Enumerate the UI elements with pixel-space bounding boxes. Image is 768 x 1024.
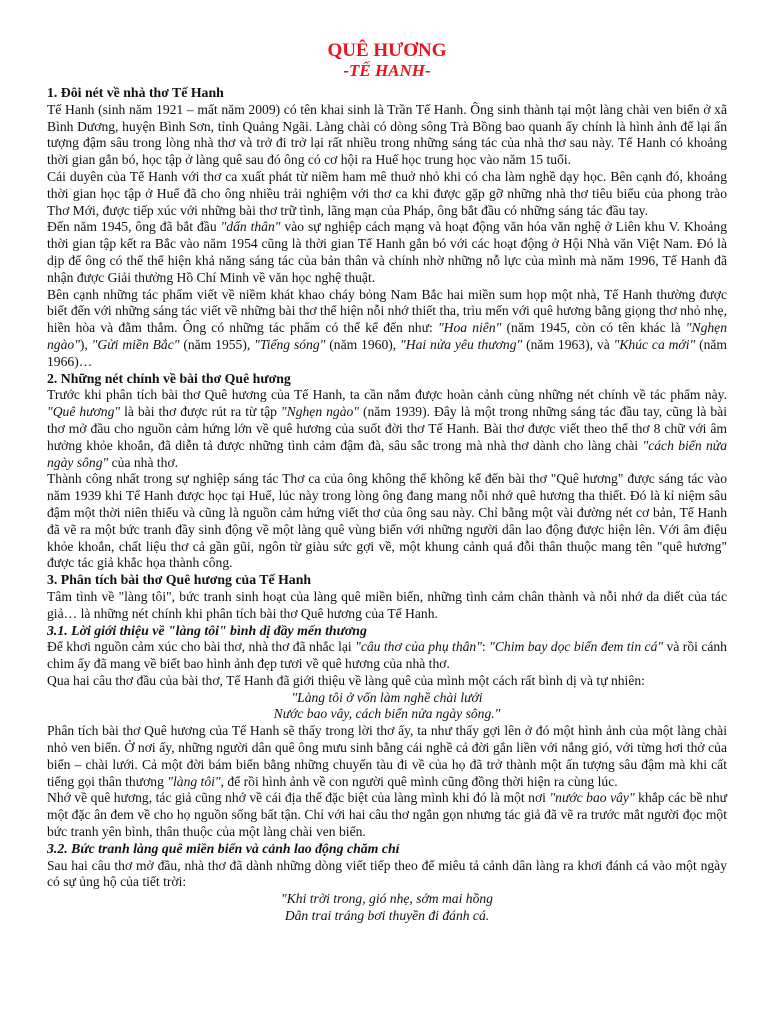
quote: "câu thơ của phụ thân"	[355, 639, 482, 655]
verse-line-4: Dân trai tráng bơi thuyền đi đánh cá.	[284, 908, 490, 924]
paragraph-1-3	[47, 219, 727, 286]
work-title: "Khúc ca mới"	[613, 336, 696, 352]
text: Phân tích bài thơ Quê hương của Tế Hanh sẽ thấy trong lời thơ ấy, ta như thấy gợi lên ở đó một hình ảnh của một làng chài nhỏ ven biển. Ở nơi ấy, những người dân quê ông mưu sinh bằng cái nghề cả đời gắn liền với nắng gió, với từng hơi thở của biển – chài lưới. Cả một đời bám biển bằng những chuyến tàu đi về của họ đã trở thành một ấn tượng sâu đậm mà khi cất tiếng gọi thân thương	[47, 723, 727, 789]
verse-line-3: "Khi trời trong, gió nhẹ, sớm mai hồng	[281, 891, 493, 907]
text: ),	[79, 336, 92, 352]
paragraph-1-4	[47, 287, 727, 371]
text: Để khơi nguồn cảm xúc cho bài thơ, nhà thơ đã nhắc lại	[47, 639, 356, 655]
paragraph-3-2	[47, 639, 727, 673]
quote: "làng tôi"	[167, 773, 221, 789]
text: khắp các bề như một đặc ân đem về cho họ nguồn sống bất tận. Chỉ với hai câu thơ ngắn gọn nhưng tác giả đã vẽ ra trước mắt người đọc một bức tranh yên bình, thân thuộc của một làng chài ven biển.	[47, 790, 728, 840]
text: , để rồi hình ảnh về con người quê mình cũng đồng thời hiện ra cùng lúc.	[220, 773, 618, 789]
heading-3-1: 3.1. Lời giới thiệu về "làng tôi" bình dị đầy mến thương	[47, 622, 367, 638]
text: (năm 1966)…	[47, 336, 727, 369]
document-author: -TẾ HANH-	[343, 61, 431, 80]
paragraph-3-4	[47, 723, 727, 790]
text: (năm 1963), và	[522, 336, 614, 352]
paragraph-3-5	[47, 790, 727, 840]
text: (năm 1960),	[325, 336, 401, 352]
work-title: "Gửi miền Bắc"	[91, 336, 180, 352]
text: (năm 1945, còn có tên khác là	[501, 320, 686, 336]
text: của nhà thơ.	[108, 454, 179, 470]
heading-3-2: 3.2. Bức tranh làng quê miền biển và cảnh lao động chăm chỉ	[47, 840, 400, 856]
text: Nhớ về quê hương, tác giả cũng nhớ về cái địa thế đặc biệt của làng mình khi đó là một nơi	[47, 790, 550, 806]
verse-line-1: "Làng tôi ở vốn làm nghề chài lưới	[291, 689, 483, 705]
paragraph-2-1	[47, 387, 727, 471]
text: vào sự nghiệp cách mạng và hoạt động văn hóa văn nghệ ở Liên khu V. Khoảng thời gian tập kết ra Bắc vào năm 1954 cũng là thời gian Tế Hanh gắn bó với các hoạt động ở Hội Nhà văn Việt Nam. Đó là dịp để ông có thể thể hiện khả năng sáng tác của bản thân và chính nhờ những nỗ lực của mình mà năm 1996, Tế Hanh đã nhận được Giải thưởng Hồ Chí Minh về văn học nghệ thuật.	[47, 219, 728, 285]
paragraph-1-1: Tế Hanh (sinh năm 1921 – mất năm 2009) có tên khai sinh là Trần Tế Hanh. Ông sinh thành tại một làng chài ven biển ở xã Bình Dương, huyện Bình Sơn, tỉnh Quảng Ngãi. Làng chài có dòng sông Trà Bồng bao quanh ấy chính là hình ảnh để lại ấn tượng đậm sâu trong lòng nhà thơ và trở đi trở lại rất nhiều trong những sáng tác của nhà thơ sau này. Tế Hanh có khoảng thời gian gắn bó, học tập ở làng quê sau đó ông có cơ hội ra Huế học trung học vào năm 15 tuổi.	[47, 101, 727, 168]
quote: "Quê hương"	[47, 404, 121, 420]
quote: "nước bao vây"	[549, 790, 635, 806]
text: (năm 1939). Đây là một trong những sáng tác đầu tay, cũng là bài thơ mở đầu cho nguồn cảm hứng lớn về quê hương của suốt đời thơ Tế Hanh. Bài thơ được viết theo thể thơ 8 chữ với âm hưởng khỏe khoắn, đã diễn tả được những tình cảm đậm đà, sâu sắc trong mà nhà thơ dành cho làng chài	[47, 404, 727, 453]
quote: "Chim bay dọc biển đem tin cá"	[489, 639, 664, 655]
heading-1: 1. Đôi nét về nhà thơ Tế Hanh	[47, 85, 224, 100]
text: và rồi cánh chim ấy đã mang về biết bao hình ảnh đẹp tươi về quê hương của nhà thơ.	[47, 639, 727, 672]
quote: "cách biển nửa ngày sông"	[47, 437, 727, 470]
quote: "Nghẹn ngào"	[280, 404, 359, 420]
text: (năm 1955),	[179, 336, 255, 352]
work-title: "Hoa niên"	[437, 320, 502, 336]
text: Đến năm 1945, ông đã bắt đầu	[47, 219, 221, 235]
work-title: "Nghẹn ngào"	[47, 320, 727, 352]
paragraph-2-2: Thành công nhất trong sự nghiệp sáng tác Thơ ca của ông không thể không kể đến bài thơ "Quê hương" được sáng tác vào năm 1939 khi Tế Hanh được học tại Huế, lúc này trong lòng ông đang mang nỗi nhớ quê hương tha thiết. Đó là kỉ niệm sâu đậm một thời niên thiếu và cũng là nguồn cảm hứng viết thơ của ông sau này. Chỉ bằng một vài đường nét cơ bản, Tế Hanh đã vẽ ra một bức tranh đầy sinh động về một làng quê vùng biển với những người dân lao động được hiện lên. Với âm điệu khỏe khoắn, chất liệu thơ cả gần gũi, ngôn từ giàu sức gợi về, một khung cảnh quá đỗi thân thuộc mang tên "quê hương" được tác giả khắc họa thành công.	[47, 471, 727, 571]
work-title: "Tiếng sóng"	[254, 336, 326, 352]
document-title: QUÊ HƯƠNG	[327, 40, 447, 61]
document-page	[47, 40, 727, 925]
work-title: "Hai nửa yêu thương"	[400, 336, 523, 352]
text: Trước khi phân tích bài thơ Quê hương của Tế Hanh, ta cần nắm được hoàn cảnh cùng những nét chính về tác phẩm này.	[47, 387, 727, 403]
paragraph-3-1: Tâm tình về "làng tôi", bức tranh sinh hoạt của làng quê miền biển, những tình cảm chân thành và nỗi nhớ da diết của tác giả… là những nét chính khi phân tích bài thơ Quê hương của Tế Hanh.	[47, 588, 727, 621]
text: :	[481, 639, 490, 655]
paragraph-1-2: Cái duyên của Tế Hanh với thơ ca xuất phát từ niềm ham mê thuở nhỏ khi có cha làm nghề dạy học. Bên cạnh đó, khoảng thời gian học tập ở Huế đã cho ông nhiều trải nghiệm với thơ ca khi được gặp gỡ những nhà thơ tiêu biểu của phong trào Thơ Mới, được tiếp xúc với những bài thơ trữ tình, lãng mạn của Pháp, ông bắt đầu có những sáng tác đầu tay.	[47, 168, 727, 218]
quote: "dấn thân"	[220, 219, 281, 235]
text: là bài thơ được rút ra từ tập	[120, 404, 281, 420]
paragraph-3-6: Sau hai câu thơ mở đầu, nhà thơ đã dành những dòng viết tiếp theo để miêu tả cảnh dân làng ra khơi đánh cá vào một ngày có sự ủng hộ của tiết trời:	[47, 857, 727, 890]
heading-2: 2. Những nét chính về bài thơ Quê hương	[47, 370, 291, 386]
heading-3: 3. Phân tích bài thơ Quê hương của Tế Hanh	[47, 572, 312, 588]
verse-line-2: Nước bao vây, cách biển nửa ngày sông."	[273, 706, 501, 722]
paragraph-3-3: Qua hai câu thơ đầu của bài thơ, Tế Hanh đã giới thiệu về làng quê của mình một cách rất bình dị và tự nhiên:	[47, 672, 645, 688]
text: Bên cạnh những tác phẩm viết về niềm khát khao cháy bỏng Nam Bắc hai miền sum họp một nhà, Tế Hanh thường được biết đến với những sáng tác viết về những bài thơ thể hiện nỗi nhớ thiết tha, trìu mến với quê hương bằng giọng thơ nhỏ nhẹ, hiền hòa và đằm thắm. Ông có những tác phẩm có thể kể đến như:	[47, 286, 727, 336]
